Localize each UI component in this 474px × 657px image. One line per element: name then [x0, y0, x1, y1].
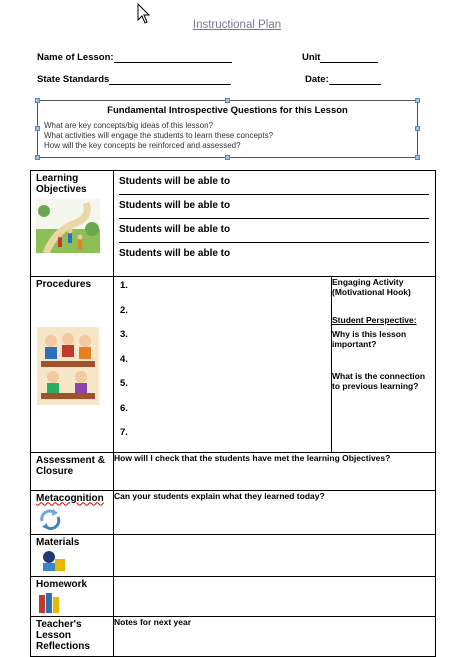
- materials-row: [31, 534, 436, 576]
- questions-box-title: Fundamental Introspective Questions for this Lesson: [107, 105, 348, 116]
- unit-label: Unit: [302, 52, 321, 63]
- connection-prompt: What is the connection to previous learning?: [332, 371, 426, 391]
- classroom-illustration-icon: [37, 327, 99, 405]
- procedures-cell: [31, 277, 114, 453]
- introspective-questions-box[interactable]: [37, 100, 418, 158]
- question-2: What activities will engage the students to learn these concepts?: [44, 131, 274, 140]
- objectives-label: Learning Objectives: [36, 173, 87, 195]
- cycle-arrows-icon: [37, 507, 63, 531]
- state-standards-field[interactable]: [37, 74, 231, 85]
- objective-line-3[interactable]: Students will be able to: [119, 219, 429, 243]
- materials-cell: [31, 534, 114, 576]
- books-icon: [37, 591, 63, 615]
- materials-label: Materials: [36, 536, 80, 548]
- resize-handle[interactable]: [225, 155, 230, 160]
- step-6[interactable]: 6.: [120, 402, 128, 414]
- homework-cell: [31, 576, 114, 616]
- resize-handle[interactable]: [415, 155, 420, 160]
- objectives-row: [31, 171, 436, 277]
- procedure-steps-cell[interactable]: [114, 277, 332, 453]
- resize-handle[interactable]: [35, 126, 40, 131]
- resize-handle[interactable]: [415, 98, 420, 103]
- step-1[interactable]: 1.: [120, 280, 128, 291]
- state-standards-label: State Standards: [37, 74, 110, 85]
- homework-label: Homework: [36, 578, 88, 590]
- step-3[interactable]: 3.: [120, 329, 128, 340]
- student-perspective-title: Student Perspective:: [332, 315, 417, 325]
- step-7[interactable]: 7.: [120, 427, 128, 438]
- metacognition-cell: [31, 490, 114, 534]
- procedures-label: Procedures: [36, 279, 92, 290]
- date-label: Date:: [305, 74, 329, 85]
- unit-field[interactable]: [302, 52, 378, 63]
- resize-handle[interactable]: [35, 155, 40, 160]
- materials-illustration-icon: [37, 549, 67, 573]
- assessment-label: Assessment & Closure: [31, 452, 114, 490]
- materials-input-cell[interactable]: [114, 534, 436, 576]
- step-2[interactable]: 2.: [120, 304, 128, 316]
- resize-handle[interactable]: [35, 98, 40, 103]
- reflections-row: [31, 616, 436, 656]
- plan-table: [30, 170, 436, 657]
- date-field[interactable]: [305, 74, 381, 85]
- lesson-name-label: Name of Lesson:: [37, 52, 114, 63]
- reflections-prompt[interactable]: Notes for next year: [114, 616, 436, 656]
- objectives-cell: [31, 171, 114, 277]
- assessment-row: [31, 452, 436, 490]
- objectives-lines-cell[interactable]: [114, 171, 436, 277]
- objective-line-4[interactable]: Students will be able to: [119, 248, 231, 259]
- why-important-prompt: Why is this lesson important?: [332, 329, 407, 349]
- metacognition-label: Metacognition: [36, 492, 104, 504]
- assessment-prompt[interactable]: How will I check that the students have met the learning Objectives?: [114, 452, 436, 490]
- step-5[interactable]: 5.: [120, 378, 128, 389]
- lesson-name-field[interactable]: [37, 52, 232, 63]
- question-1: What are key concepts/big ideas of this lesson?: [44, 121, 213, 130]
- metacognition-row: [31, 490, 436, 534]
- reflections-label: Teacher's Lesson Reflections: [31, 616, 114, 656]
- resize-handle[interactable]: [225, 98, 230, 103]
- path-illustration-icon: [36, 199, 100, 253]
- procedures-side-cell[interactable]: [332, 277, 436, 453]
- metacognition-prompt[interactable]: Can your students explain what they learned today?: [114, 490, 436, 534]
- resize-handle[interactable]: [415, 126, 420, 131]
- homework-input-cell[interactable]: [114, 576, 436, 616]
- engaging-activity-label: Engaging Activity (Motivational Hook): [332, 277, 411, 297]
- document-title: Instructional Plan: [192, 19, 282, 31]
- question-3: How will the key concepts be reinforced and assessed?: [44, 141, 241, 150]
- procedures-row: [31, 277, 436, 453]
- homework-row: [31, 576, 436, 616]
- step-4[interactable]: 4.: [120, 353, 128, 365]
- objective-line-1[interactable]: Students will be able to: [119, 171, 429, 195]
- objective-line-2[interactable]: Students will be able to: [119, 195, 429, 219]
